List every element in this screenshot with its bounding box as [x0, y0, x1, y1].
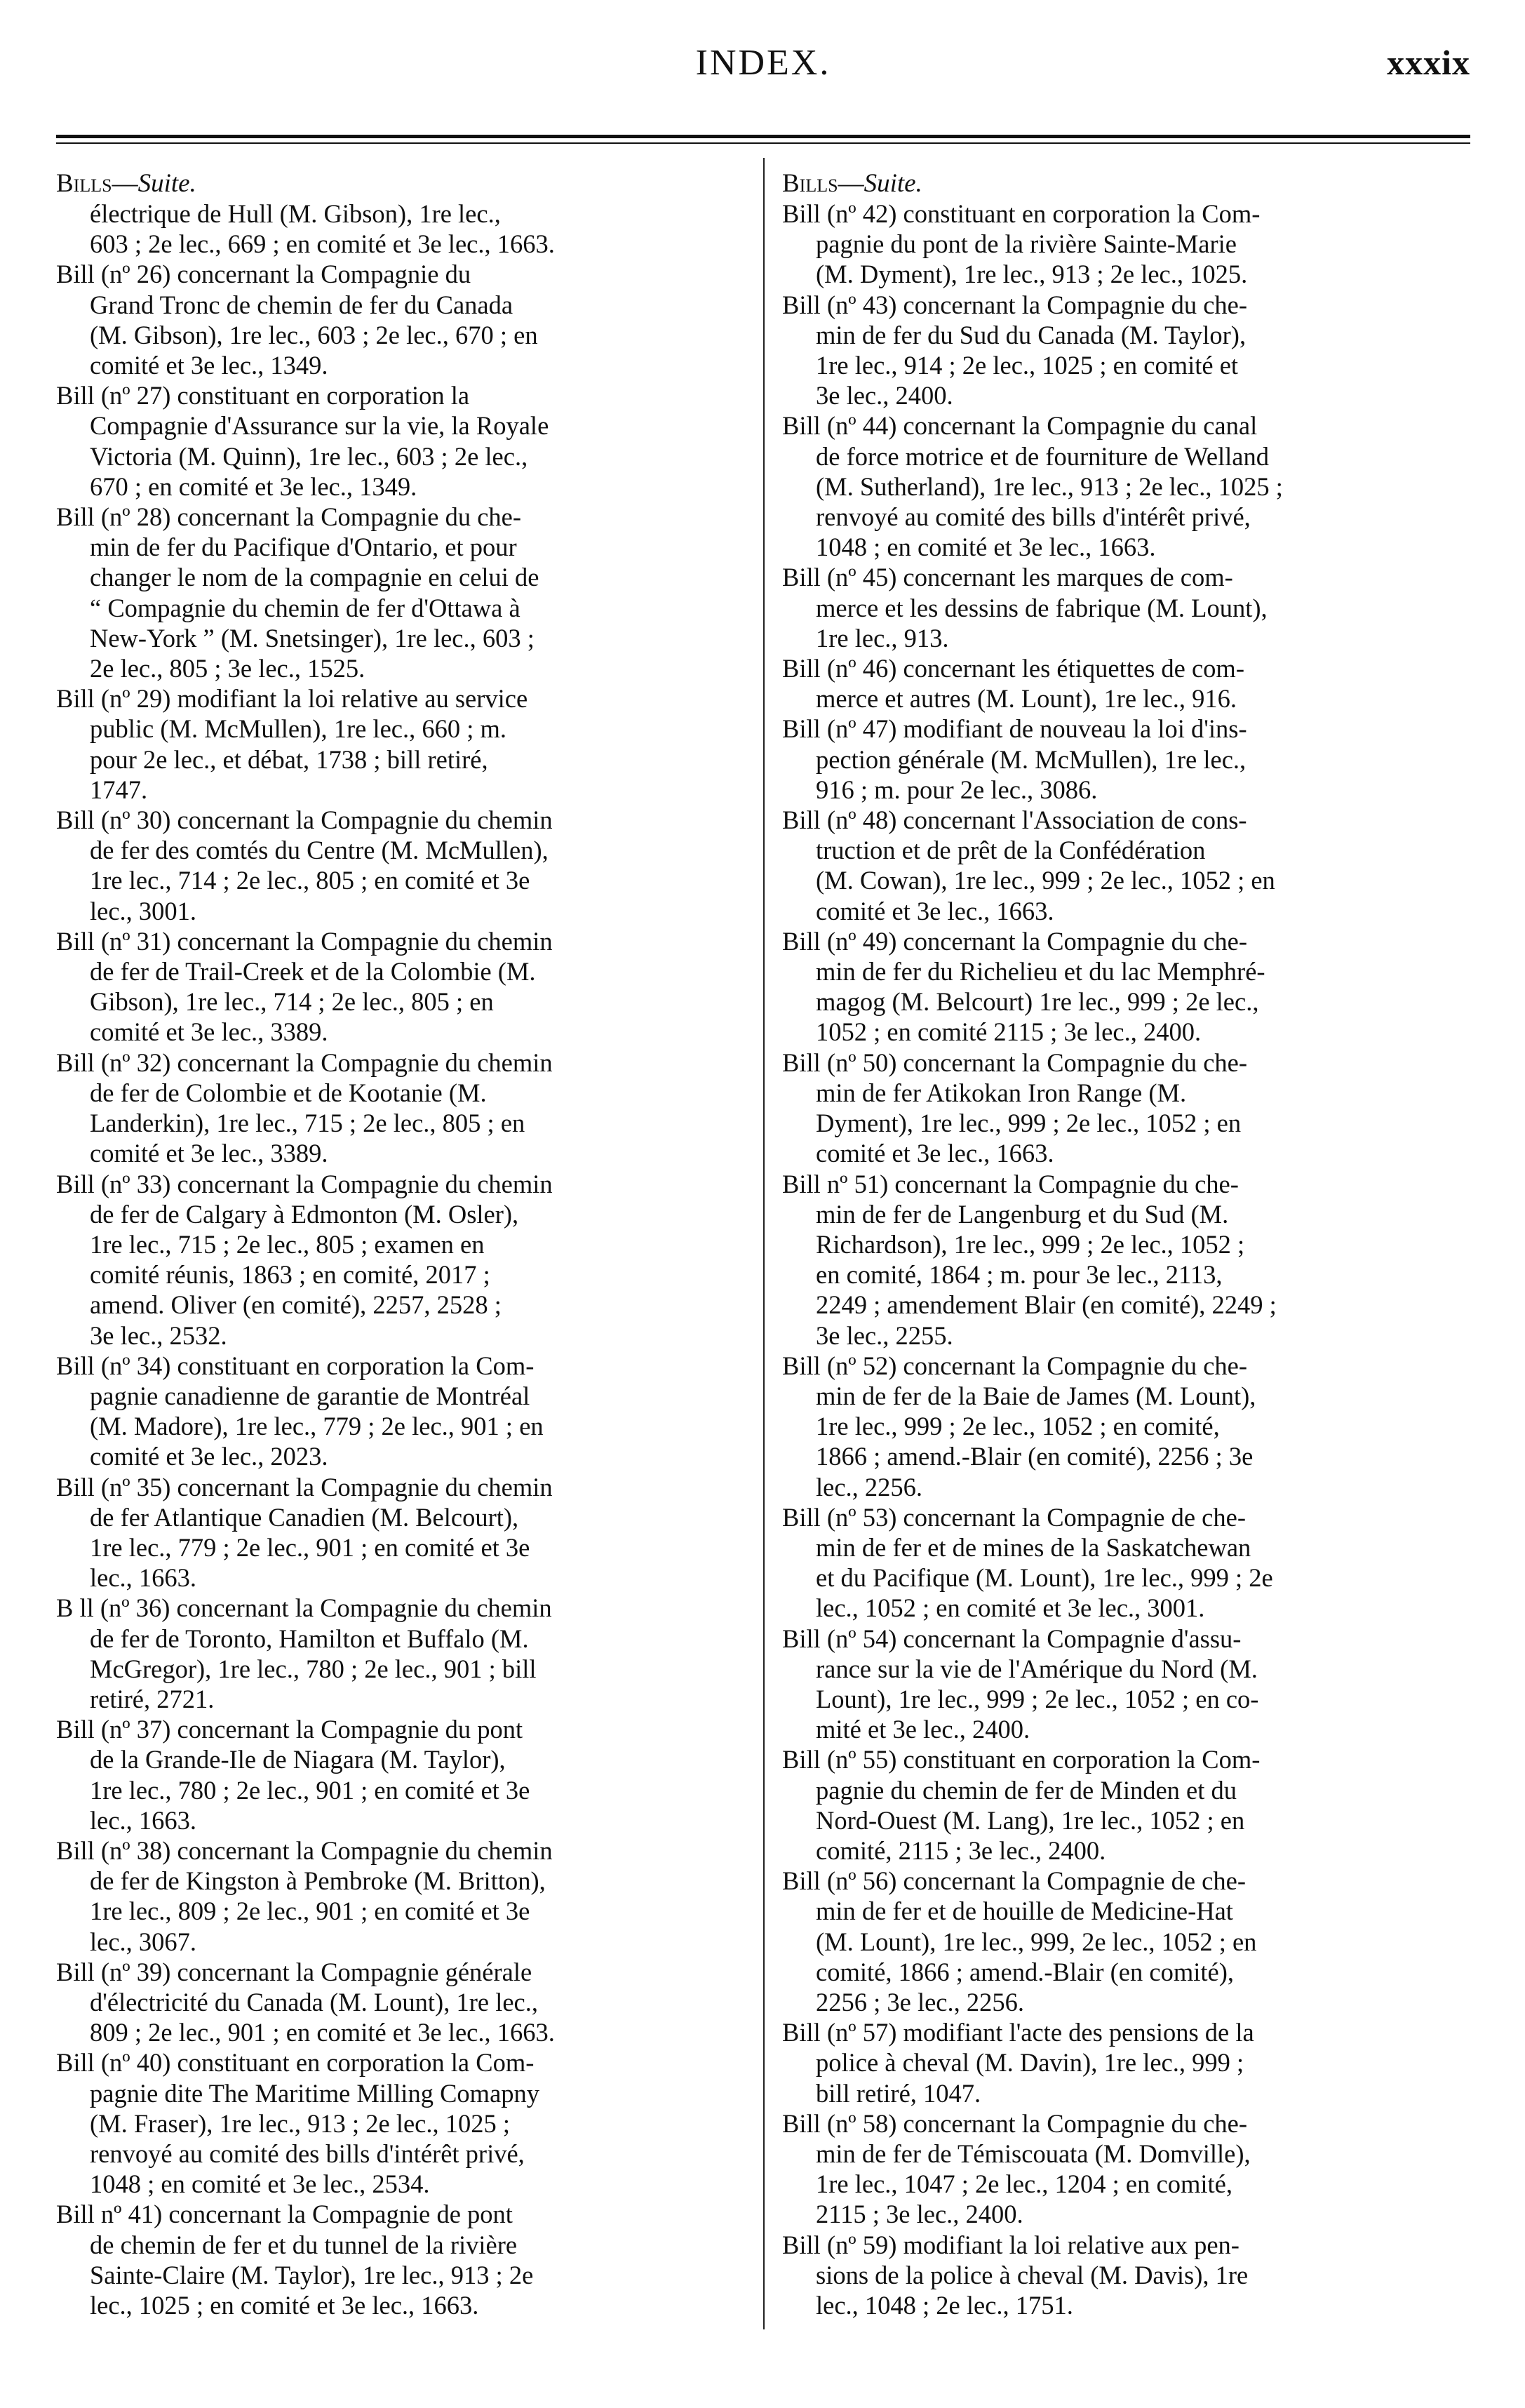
- index-entry: [782, 199, 1484, 290]
- index-entry-line: 1re lec., 999 ; 2e lec., 1052 ; en comité,: [816, 1412, 1220, 1441]
- right-entries: [782, 199, 1484, 2320]
- index-entry-line: New-York ” (M. Snetsinger), 1re lec., 603 ;: [90, 623, 535, 653]
- index-entry-line: comité et 3e lec., 1349.: [90, 351, 328, 380]
- index-entry-line: de fer de Calgary à Edmonton (M. Osler),: [90, 1199, 519, 1229]
- index-entry: [56, 1714, 730, 1835]
- index-entry-line: lec., 2256.: [816, 1472, 923, 1501]
- index-entry: [782, 653, 1484, 714]
- index-entry-line: pour 2e lec., et débat, 1738 ; bill retiré,: [90, 744, 488, 774]
- index-entry-line: Bill (nº 31) concernant la Compagnie du chemin: [56, 926, 553, 956]
- index-entry-line: McGregor), 1re lec., 780 ; 2e lec., 901 ; bill: [90, 1654, 537, 1683]
- index-entry-line: de fer des comtés du Centre (M. McMullen),: [90, 836, 549, 865]
- index-entry: [56, 1957, 730, 2048]
- index-entry-line: Compagnie d'Assurance sur la vie, la Royale: [90, 411, 549, 441]
- index-entry-line: lec., 1025 ; en comité et 3e lec., 1663.: [90, 2291, 479, 2320]
- index-entry-line: (M. Sutherland), 1re lec., 913 ; 2e lec., 1025 ;: [816, 471, 1283, 501]
- index-entry-line: Bill nº 51) concernant la Compagnie du che-: [782, 1169, 1239, 1198]
- index-entry: [56, 1169, 730, 1351]
- index-entry-line: Bill (nº 59) modifiant la loi relative aux pen-: [782, 2230, 1240, 2259]
- index-entry: [56, 1593, 730, 1714]
- index-entry: [782, 1866, 1484, 2017]
- index-entry: [56, 502, 730, 683]
- index-entry-line: (M. Lount), 1re lec., 999, 2e lec., 1052 ; en: [816, 1927, 1257, 1956]
- index-entry-line: Bill (nº 32) concernant la Compagnie du chemin: [56, 1048, 553, 1077]
- right-column: [782, 168, 1484, 2320]
- index-entry-line: de chemin de fer et du tunnel de la rivière: [90, 2230, 518, 2259]
- index-entry-line: 3e lec., 2400.: [816, 381, 953, 410]
- index-entry-line: (M. Dyment), 1re lec., 913 ; 2e lec., 1025.: [816, 260, 1248, 289]
- index-entry-line: (M. Madore), 1re lec., 779 ; 2e lec., 901 ; en: [90, 1412, 544, 1441]
- index-entry-line: 1re lec., 780 ; 2e lec., 901 ; en comité et 3e: [90, 1775, 530, 1805]
- index-entry: [56, 1048, 730, 1169]
- index-entry-line: changer le nom de la compagnie en celui de: [90, 563, 539, 592]
- index-entry-line: 1re lec., 715 ; 2e lec., 805 ; examen en: [90, 1229, 485, 1259]
- index-entry-line: Nord-Ouest (M. Lang), 1re lec., 1052 ; en: [816, 1805, 1245, 1835]
- index-entry-line: merce et les dessins de fabrique (M. Lount),: [816, 593, 1268, 622]
- index-entry-line: Bill (nº 49) concernant la Compagnie du che-: [782, 926, 1248, 956]
- index-entry-line: comité, 1866 ; amend.-Blair (en comité),: [816, 1957, 1234, 1986]
- index-entry-line: min de fer du Richelieu et du lac Memphré-: [816, 957, 1265, 986]
- index-entry-line: 1048 ; en comité et 3e lec., 1663.: [816, 533, 1156, 562]
- index-entry-line: 1re lec., 913.: [816, 623, 949, 653]
- index-entry-line: Bill (nº 52) concernant la Compagnie du che-: [782, 1351, 1248, 1380]
- index-entry-line: min de fer du Sud du Canada (M. Taylor),: [816, 320, 1247, 349]
- index-entry-line: lec., 3001.: [90, 896, 197, 925]
- index-entry-line: Gibson), 1re lec., 714 ; 2e lec., 805 ; en: [90, 987, 494, 1017]
- index-entry-line: min de fer et de houille de Medicine-Hat: [816, 1897, 1233, 1926]
- index-entry-line: Dyment), 1re lec., 999 ; 2e lec., 1052 ; en: [816, 1109, 1242, 1138]
- index-entry-line: comité et 3e lec., 3389.: [90, 1017, 328, 1047]
- left-entries: [56, 199, 730, 2320]
- index-entry-line: “ Compagnie du chemin de fer d'Ottawa à: [90, 593, 520, 622]
- index-entry-line: Landerkin), 1re lec., 715 ; 2e lec., 805 ; en: [90, 1109, 525, 1138]
- index-entry: [56, 259, 730, 380]
- index-entry-line: pagnie canadienne de garantie de Montréal: [90, 1381, 530, 1410]
- index-entry-line: Bill (nº 37) concernant la Compagnie du pont: [56, 1715, 523, 1744]
- index-entry: [782, 410, 1484, 562]
- index-entry: [782, 562, 1484, 653]
- index-entry-line: Bill (nº 53) concernant la Compagnie de che-: [782, 1502, 1246, 1532]
- index-entry-line: public (M. McMullen), 1re lec., 660 ; m.: [90, 714, 507, 744]
- index-entry-line: (M. Gibson), 1re lec., 603 ; 2e lec., 670 ; en: [90, 320, 538, 349]
- index-entry-line: 2249 ; amendement Blair (en comité), 2249 ;: [816, 1290, 1277, 1320]
- index-entry: [782, 714, 1484, 805]
- section-heading-suite: Suite.: [137, 169, 196, 198]
- section-heading: [782, 168, 1484, 199]
- header-rule-thick: [56, 135, 1470, 138]
- index-entry-line: Bill (nº 48) concernant l'Association de cons-: [782, 805, 1247, 835]
- page-number: xxxix: [1387, 43, 1470, 82]
- index-entry: [782, 290, 1484, 411]
- index-entry-line: lec., 1663.: [90, 1563, 197, 1593]
- index-entry: [782, 926, 1484, 1048]
- index-entry-line: 3e lec., 2255.: [816, 1320, 953, 1350]
- index-entry-line: Bill (nº 43) concernant la Compagnie du che-: [782, 290, 1248, 319]
- index-entry-line: 1re lec., 914 ; 2e lec., 1025 ; en comité et: [816, 351, 1239, 380]
- section-heading-suite: Suite.: [864, 169, 922, 198]
- index-entry-line: B ll (nº 36) concernant la Compagnie du chemin: [56, 1593, 552, 1623]
- index-entry: [56, 199, 730, 259]
- index-entry-line: pection générale (M. McMullen), 1re lec.,: [816, 744, 1247, 774]
- header-rule-thin: [56, 142, 1470, 144]
- index-entry-line: et du Pacifique (M. Lount), 1re lec., 999 ; 2e: [816, 1563, 1273, 1593]
- left-column: [56, 168, 730, 2320]
- index-entry-line: (M. Fraser), 1re lec., 913 ; 2e lec., 1025 ;: [90, 2108, 511, 2138]
- index-entry-line: Bill (nº 40) constituant en corporation la Com-: [56, 2048, 535, 2078]
- index-entry-line: min de fer du Pacifique d'Ontario, et pour: [90, 533, 517, 562]
- index-entry-line: Bill (nº 50) concernant la Compagnie du che-: [782, 1048, 1248, 1077]
- index-entry: [56, 2047, 730, 2199]
- index-entry-line: d'électricité du Canada (M. Lount), 1re lec.,: [90, 1987, 538, 2016]
- index-entry-line: Grand Tronc de chemin de fer du Canada: [90, 290, 513, 319]
- index-entry-line: 1re lec., 1047 ; 2e lec., 1204 ; en comité,: [816, 2169, 1232, 2199]
- index-entry-line: rance sur la vie de l'Amérique du Nord (M.: [816, 1654, 1258, 1683]
- section-heading-dash: —: [112, 169, 138, 198]
- index-entry-line: Bill (nº 34) constituant en corporation la Com-: [56, 1351, 535, 1380]
- index-entry-line: lec., 1663.: [90, 1805, 197, 1835]
- index-entry-line: Bill (nº 30) concernant la Compagnie du chemin: [56, 805, 553, 835]
- index-entry-line: Victoria (M. Quinn), 1re lec., 603 ; 2e lec.,: [90, 441, 528, 471]
- index-entry-line: mité et 3e lec., 2400.: [816, 1715, 1030, 1744]
- index-entry-line: 1747.: [90, 775, 148, 804]
- index-entry-line: min de fer de la Baie de James (M. Lount),: [816, 1381, 1256, 1410]
- index-entry: [56, 926, 730, 1048]
- index-entry-line: Bill (nº 46) concernant les étiquettes de com-: [782, 654, 1244, 683]
- index-entry: [56, 1472, 730, 1593]
- index-entry-line: 916 ; m. pour 2e lec., 3086.: [816, 775, 1098, 804]
- index-entry-line: comité réunis, 1863 ; en comité, 2017 ;: [90, 1260, 490, 1290]
- index-entry-line: 809 ; 2e lec., 901 ; en comité et 3e lec., 1663.: [90, 2018, 555, 2047]
- index-entry-line: de la Grande-Ile de Niagara (M. Taylor),: [90, 1745, 506, 1774]
- index-entry-line: de force motrice et de fourniture de Welland: [816, 441, 1270, 471]
- index-entry: [782, 1048, 1484, 1169]
- index-entry-line: renvoyé au comité des bills d'intérêt privé,: [90, 2139, 525, 2168]
- index-entry-line: lec., 3067.: [90, 1927, 197, 1956]
- index-entry-line: Bill (nº 26) concernant la Compagnie du: [56, 260, 471, 289]
- index-entry-line: Bill (nº 27) constituant en corporation la: [56, 381, 470, 410]
- index-entry: [782, 1351, 1484, 1502]
- index-entry-line: min de fer Atikokan Iron Range (M.: [816, 1078, 1187, 1107]
- index-entry-line: 2e lec., 805 ; 3e lec., 1525.: [90, 654, 365, 683]
- index-entry-line: Bill (nº 42) constituant en corporation la Com-: [782, 199, 1261, 228]
- index-entry-line: comité et 3e lec., 3389.: [90, 1139, 328, 1168]
- index-entry-line: pagnie dite The Maritime Milling Comapny: [90, 2078, 540, 2108]
- index-entry-line: merce et autres (M. Lount), 1re lec., 916.: [816, 684, 1237, 714]
- section-heading-label: Bills: [56, 169, 112, 198]
- index-entry-line: Bill (nº 54) concernant la Compagnie d'assu-: [782, 1624, 1242, 1653]
- section-heading-dash: —: [838, 169, 864, 198]
- index-entry-line: 670 ; en comité et 3e lec., 1349.: [90, 471, 417, 501]
- index-entry-line: Bill (nº 39) concernant la Compagnie générale: [56, 1957, 532, 1986]
- index-entry-line: truction et de prêt de la Confédération: [816, 836, 1206, 865]
- index-entry: [782, 805, 1484, 926]
- index-entry-line: retiré, 2721.: [90, 1684, 215, 1713]
- index-entry-line: 603 ; 2e lec., 669 ; en comité et 3e lec., 1663.: [90, 229, 555, 259]
- index-entry-line: Bill (nº 38) concernant la Compagnie du chemin: [56, 1835, 553, 1865]
- index-entry: [56, 1351, 730, 1472]
- index-entry-line: 1052 ; en comité 2115 ; 3e lec., 2400.: [816, 1017, 1202, 1047]
- index-entry-line: pagnie du pont de la rivière Sainte-Marie: [816, 229, 1237, 259]
- index-entry: [782, 2230, 1484, 2321]
- index-entry-line: 2256 ; 3e lec., 2256.: [816, 1987, 1025, 2016]
- index-entry-line: Lount), 1re lec., 999 ; 2e lec., 1052 ; en co-: [816, 1684, 1259, 1713]
- section-heading: [56, 168, 730, 199]
- index-entry-line: de fer de Colombie et de Kootanie (M.: [90, 1078, 487, 1107]
- index-entry: [782, 2017, 1484, 2108]
- page-title: INDEX.: [695, 43, 831, 83]
- index-entry-line: 3e lec., 2532.: [90, 1320, 227, 1350]
- index-entry-line: comité et 3e lec., 1663.: [816, 1139, 1054, 1168]
- index-entry-line: pagnie du chemin de fer de Minden et du: [816, 1775, 1237, 1805]
- index-entry-line: Bill (nº 47) modifiant de nouveau la loi d'ins-: [782, 714, 1247, 744]
- index-entry-line: 2115 ; 3e lec., 2400.: [816, 2200, 1023, 2229]
- index-entry-line: Sainte-Claire (M. Taylor), 1re lec., 913 ; 2e: [90, 2260, 534, 2289]
- index-entry-line: min de fer et de mines de la Saskatchewan: [816, 1532, 1251, 1562]
- index-entry-line: 1re lec., 714 ; 2e lec., 805 ; en comité et 3e: [90, 866, 530, 895]
- index-entry: [782, 1502, 1484, 1624]
- index-entry-line: 1048 ; en comité et 3e lec., 2534.: [90, 2169, 430, 2199]
- index-entry-line: comité et 3e lec., 1663.: [816, 896, 1054, 925]
- index-entry-line: min de fer de Langenburg et du Sud (M.: [816, 1199, 1229, 1229]
- index-entry-line: police à cheval (M. Davin), 1re lec., 999 ;: [816, 2048, 1244, 2078]
- index-entry: [782, 1624, 1484, 1745]
- index-entry-line: renvoyé au comité des bills d'intérêt privé,: [816, 502, 1251, 532]
- index-entry: [56, 683, 730, 805]
- index-entry-line: magog (M. Belcourt) 1re lec., 999 ; 2e lec.,: [816, 987, 1259, 1017]
- index-entry-line: Bill (nº 45) concernant les marques de com-: [782, 563, 1233, 592]
- index-entry: [782, 2108, 1484, 2230]
- column-divider: [763, 158, 765, 2329]
- index-entry-line: Bill (nº 44) concernant la Compagnie du canal: [782, 411, 1258, 441]
- index-entry: [782, 1169, 1484, 1351]
- index-entry-line: amend. Oliver (en comité), 2257, 2528 ;: [90, 1290, 502, 1320]
- index-entry-line: bill retiré, 1047.: [816, 2078, 981, 2108]
- index-entry-line: comité, 2115 ; 3e lec., 2400.: [816, 1835, 1106, 1865]
- index-entry-line: Richardson), 1re lec., 999 ; 2e lec., 1052 ;: [816, 1229, 1245, 1259]
- index-entry-line: en comité, 1864 ; m. pour 3e lec., 2113,: [816, 1260, 1223, 1290]
- index-entry: [56, 805, 730, 926]
- index-entry-line: Bill nº 41) concernant la Compagnie de pont: [56, 2200, 513, 2229]
- index-entry: [782, 1744, 1484, 1866]
- index-entry-line: lec., 1052 ; en comité et 3e lec., 3001.: [816, 1593, 1205, 1623]
- index-entry-line: de fer de Toronto, Hamilton et Buffalo (M.: [90, 1624, 529, 1653]
- index-entry-line: (M. Cowan), 1re lec., 999 ; 2e lec., 1052 ; en: [816, 866, 1275, 895]
- index-entry-line: Bill (nº 35) concernant la Compagnie du chemin: [56, 1472, 553, 1501]
- index-entry-line: Bill (nº 56) concernant la Compagnie de che-: [782, 1866, 1246, 1896]
- index-entry-line: 1re lec., 779 ; 2e lec., 901 ; en comité et 3e: [90, 1532, 530, 1562]
- index-entry: [56, 2199, 730, 2320]
- index-entry-line: de fer de Kingston à Pembroke (M. Britton),: [90, 1866, 546, 1896]
- index-entry: [56, 380, 730, 502]
- index-entry-line: Bill (nº 55) constituant en corporation la Com-: [782, 1745, 1261, 1774]
- index-entry-line: Bill (nº 29) modifiant la loi relative au service: [56, 684, 528, 714]
- index-entry: [56, 1835, 730, 1957]
- index-entry-line: électrique de Hull (M. Gibson), 1re lec.,: [90, 199, 501, 228]
- index-entry-line: comité et 3e lec., 2023.: [90, 1442, 328, 1471]
- index-entry-line: sions de la police à cheval (M. Davis), 1re: [816, 2260, 1249, 2289]
- index-entry-line: Bill (nº 57) modifiant l'acte des pensions de la: [782, 2018, 1254, 2047]
- index-entry-line: 1re lec., 809 ; 2e lec., 901 ; en comité et 3e: [90, 1897, 530, 1926]
- index-entry-line: Bill (nº 58) concernant la Compagnie du che-: [782, 2108, 1248, 2138]
- index-entry-line: 1866 ; amend.-Blair (en comité), 2256 ; 3e: [816, 1442, 1254, 1471]
- section-heading-label: Bills: [782, 169, 838, 198]
- index-entry-line: Bill (nº 28) concernant la Compagnie du che-: [56, 502, 522, 532]
- index-entry-line: min de fer de Témiscouata (M. Domville),: [816, 2139, 1251, 2168]
- page-header: [56, 42, 1470, 105]
- index-entry-line: lec., 1048 ; 2e lec., 1751.: [816, 2291, 1073, 2320]
- index-entry-line: Bill (nº 33) concernant la Compagnie du chemin: [56, 1169, 553, 1198]
- index-entry-line: de fer Atlantique Canadien (M. Belcourt),: [90, 1502, 519, 1532]
- index-entry-line: de fer de Trail-Creek et de la Colombie (M.: [90, 957, 536, 986]
